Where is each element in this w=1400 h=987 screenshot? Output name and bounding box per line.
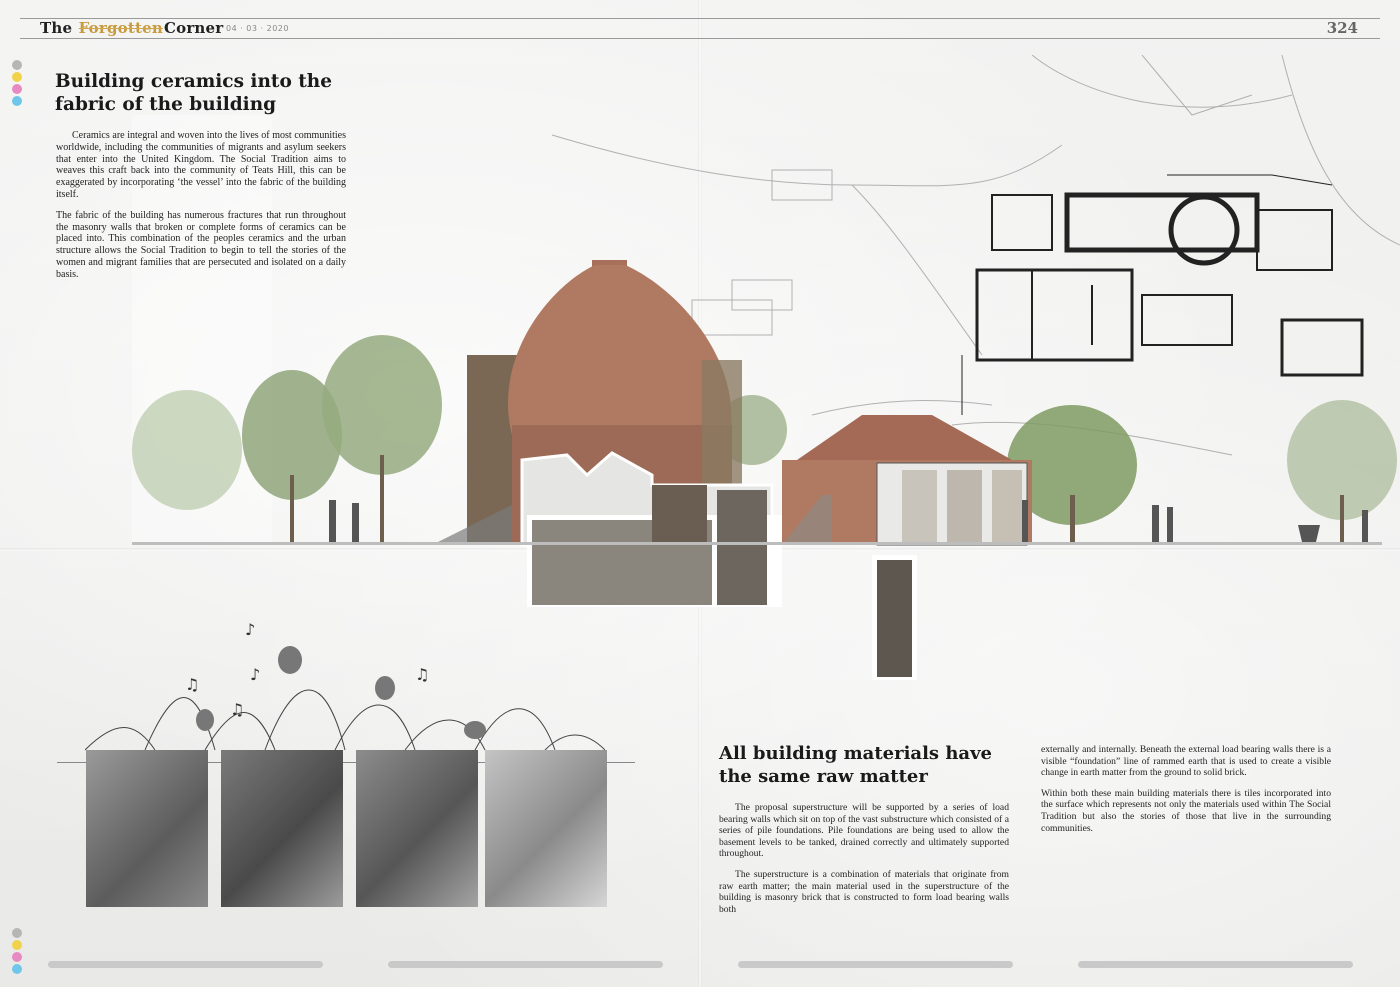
- title-post: Corner: [163, 19, 224, 37]
- article2-col1-paragraph-2: The superstructure is a combination of materials that originate from raw earth matter; the main material used in the superstructure of the building is masonry brick that is constructed to form load bearing walls both: [719, 868, 1009, 915]
- portrait-photo-3: [356, 750, 478, 907]
- title-strike: Forgotten: [78, 19, 163, 37]
- article2-column-1: [719, 802, 1009, 924]
- dot-grey: [12, 928, 22, 938]
- color-dots-top: [12, 60, 24, 108]
- ground-line: [132, 542, 1382, 545]
- article2-col2-paragraph-1: externally and internally. Beneath the external load bearing walls there is a visible “foundation” line of rammed earth that is used to create a visible change in earth matter from the ground to solid brick.: [1041, 744, 1331, 779]
- header-rule-bottom: [20, 38, 1380, 39]
- dot-blue: [12, 96, 22, 106]
- dot-yellow: [12, 940, 22, 950]
- portrait-photo-2: [221, 750, 343, 907]
- footer-bar-1: [48, 961, 323, 968]
- footer-bar-3: [738, 961, 1013, 968]
- article2-col1-paragraph-1: The proposal superstructure will be supported by a series of load bearing walls which sit on top of the vast substructure which consisted of a series of pile foundations. Pile foundations are being used to allow the basement levels to be tanked, drained correctly and ultimately supported throughout.: [719, 802, 1009, 860]
- footer-bar-4: [1078, 961, 1353, 968]
- svg-text:♪: ♪: [245, 620, 256, 639]
- issue-date: 04 · 03 · 2020: [226, 24, 289, 33]
- dot-grey: [12, 60, 22, 70]
- magazine-title: [40, 19, 223, 37]
- dot-blue: [12, 964, 22, 974]
- svg-text:♪: ♪: [250, 665, 261, 684]
- article2-column-2: [1041, 744, 1331, 843]
- page-header: [20, 14, 1380, 42]
- svg-text:♫: ♫: [185, 675, 200, 694]
- music-note-icon: [185, 620, 429, 719]
- article2-heading: All building materials have the same raw matter: [719, 743, 992, 787]
- portrait-photo-1: [86, 750, 208, 907]
- article1-paragraph-2: The fabric of the building has numerous fractures that run throughout the masonry walls that broken or complete forms of ceramics can be placed into. This combination of the peoples ceramics and the urban structure allows the Social Tradition to begin to tell the stories of the women and migrant families that are persecuted and isolated on a daily basis.: [56, 209, 346, 280]
- dot-pink: [12, 84, 22, 94]
- svg-text:♫: ♫: [415, 665, 430, 684]
- article1-paragraph-1: Ceramics are integral and woven into the lives of most communities worldwide, including the communities of migrants and asylum seekers that enter into the United Kingdom. The Social Tradition aims to weaves this craft back into the community of Teats Hill, this can be exaggerated by incorporating ‘the vessel’ into the fabric of the building itself.: [56, 130, 346, 200]
- svg-text:♫: ♫: [230, 700, 245, 719]
- article2-col2-paragraph-2: Within both these main building materials there is tiles incorporated into the surface which represents not only the materials used within The Social Tradition but also the stories of those that live in the surrounding communities.: [1041, 787, 1331, 834]
- ceramic-vessels: [196, 646, 486, 739]
- dot-pink: [12, 952, 22, 962]
- page-number: 324: [1326, 19, 1358, 37]
- footer-bar-2: [388, 961, 663, 968]
- color-dots-bottom: [12, 928, 24, 976]
- ceramics-collage: [85, 620, 605, 760]
- ceramic-vessel-icon: [1298, 525, 1320, 542]
- floor-plan: [962, 175, 1362, 415]
- ceramic-waves: [85, 690, 605, 750]
- title-pre: The: [40, 19, 78, 37]
- header-rule-top: [20, 18, 1380, 19]
- article1-body: [56, 130, 346, 290]
- portrait-photo-4: [485, 750, 607, 907]
- article1-heading: Building ceramics into the fabric of the building: [55, 71, 332, 115]
- dot-yellow: [12, 72, 22, 82]
